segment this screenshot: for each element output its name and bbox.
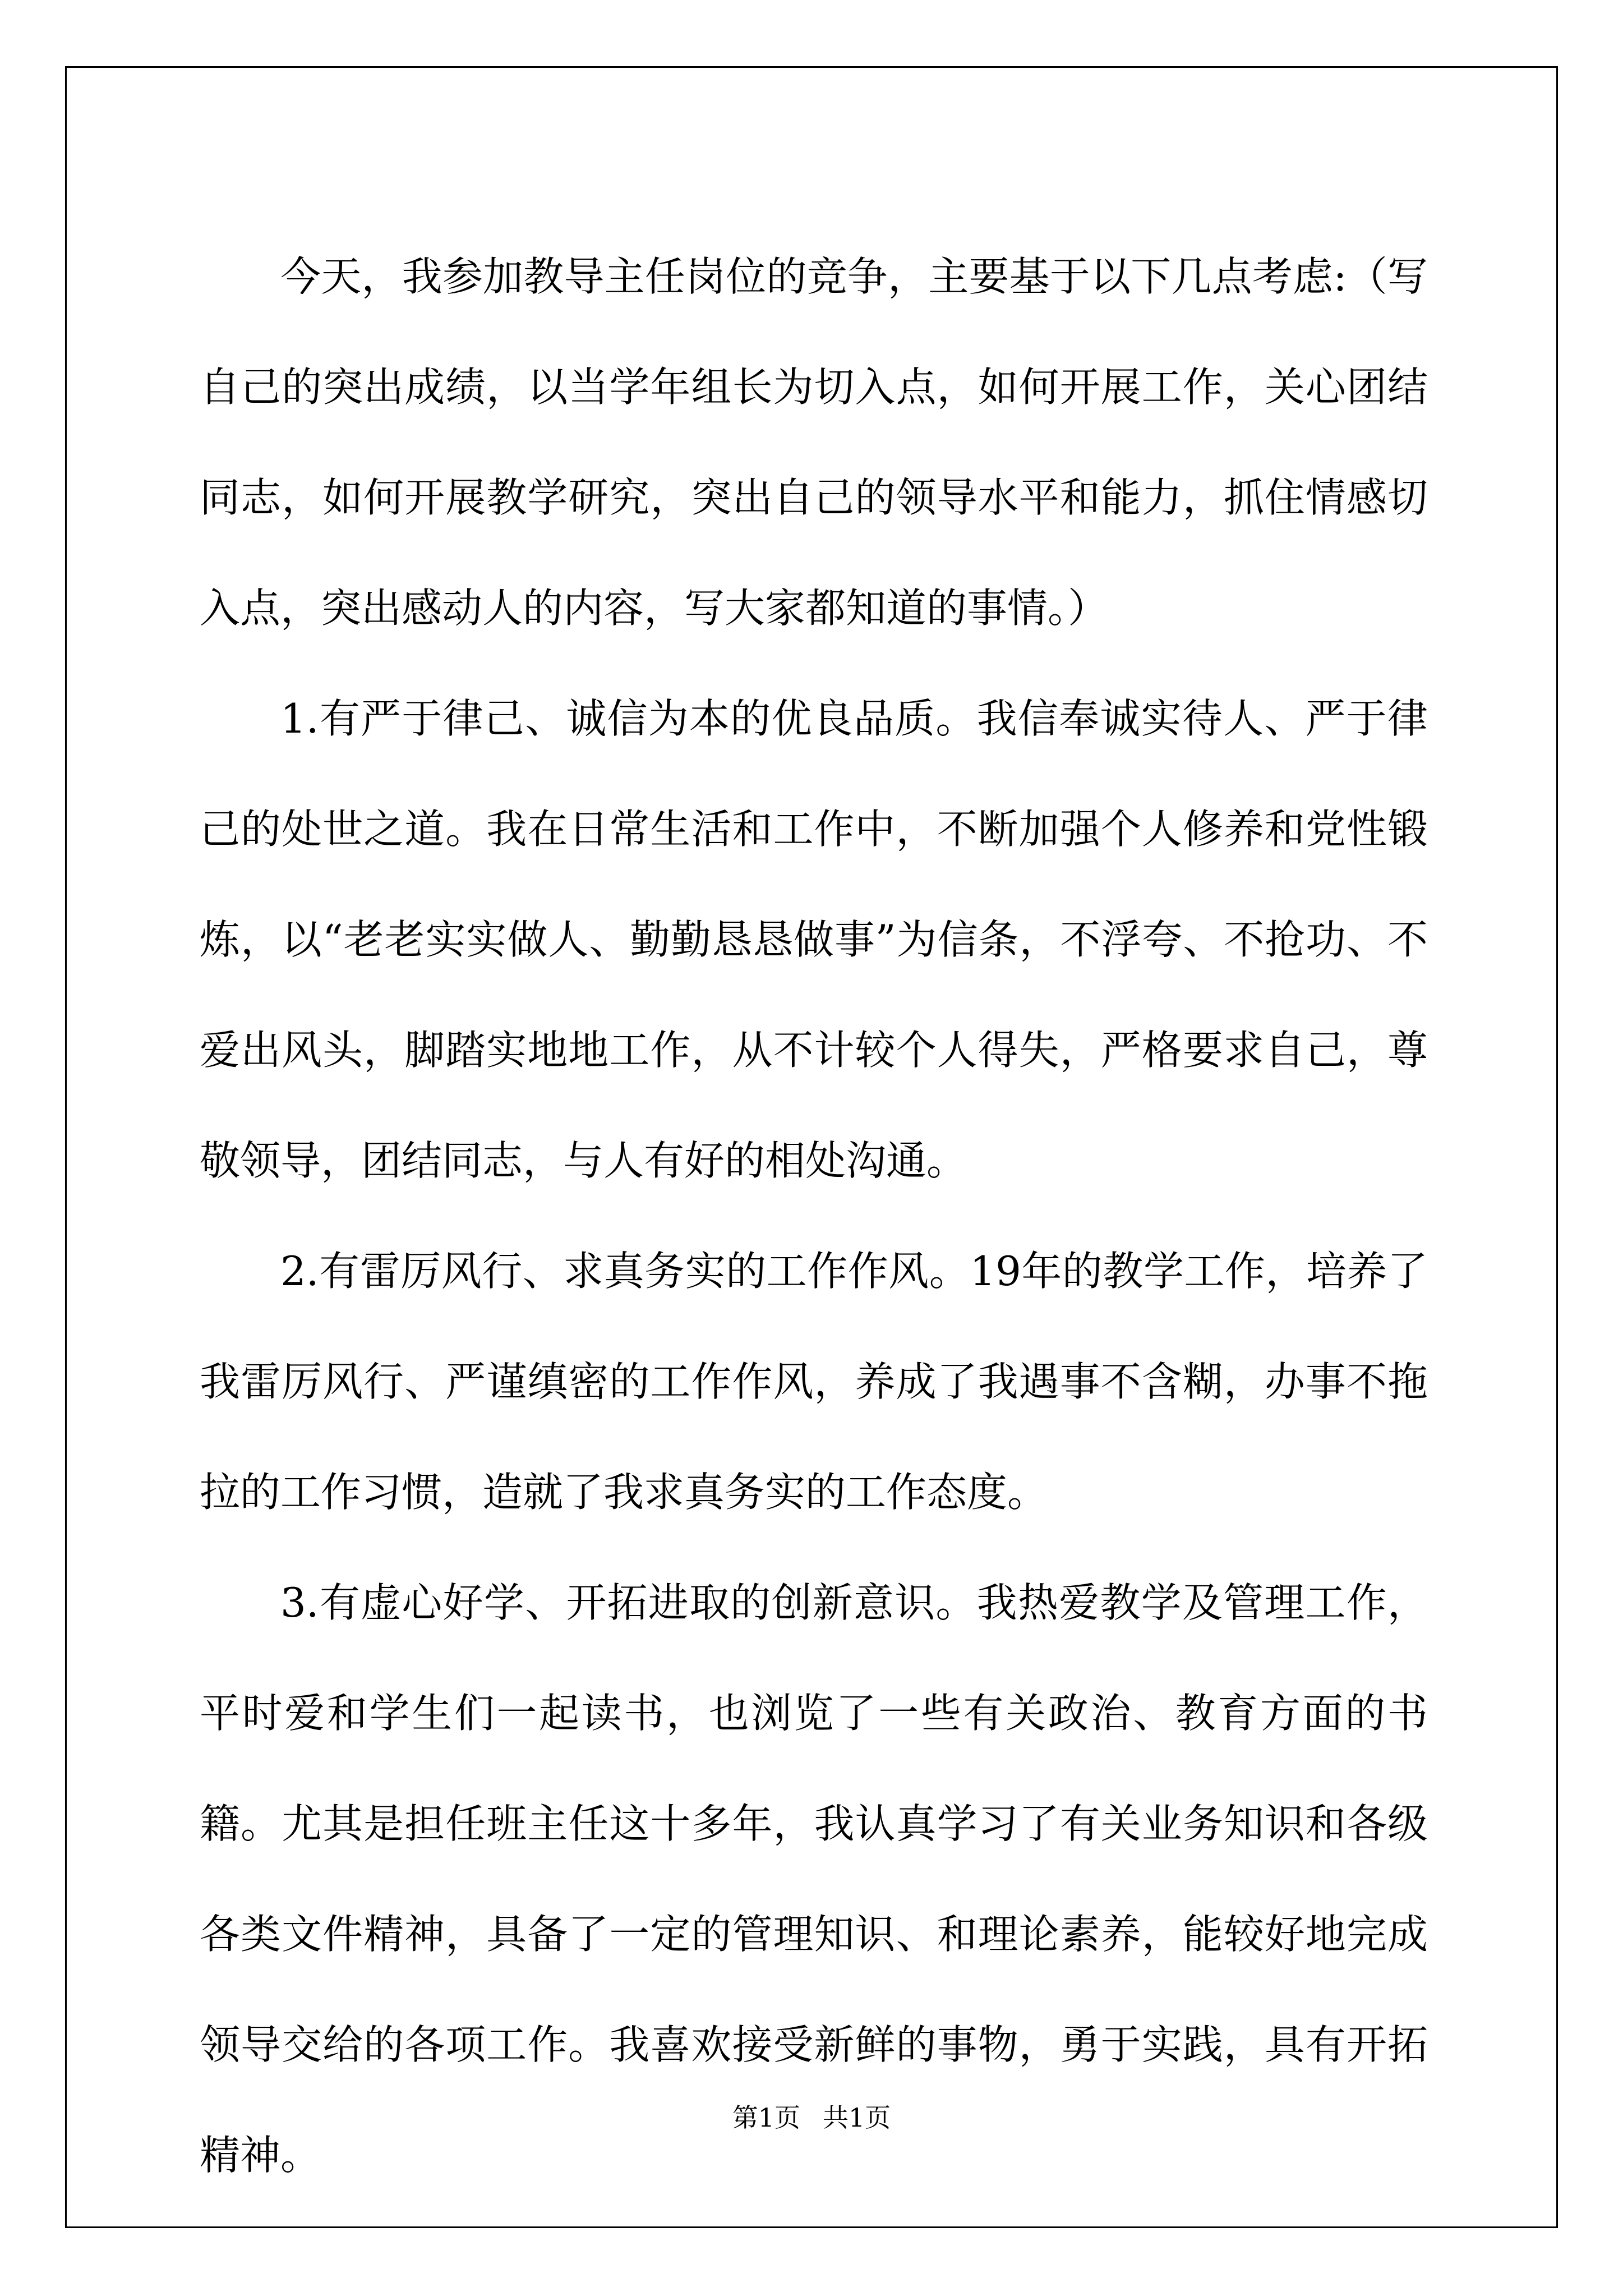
paragraph-point-1: 1.有严于律己、诚信为本的优良品质。我信奉诚实待人、严于律己的处世之道。我在日常生活和工作中，不断加强个人修养和党性锻炼，以“老老实实做人、勤勤恳恳做事”为信条，不浮夸、不抢功、不爱出风头，脚踏实地地工作，从不计较个人得失，严格要求自己，尊敬领导，团结同志，与人有好的相处沟通。 xyxy=(200,695,1428,1184)
paragraph-point-2: 2.有雷厉风行、求真务实的工作作风。19年的教学工作，培养了我雷厉风行、严谨缜密的工作作风，养成了我遇事不含糊，办事不拖拉的工作习惯，造就了我求真务实的工作态度。 xyxy=(200,1248,1428,1516)
page-number: 第1页 xyxy=(732,2102,800,2133)
document-body xyxy=(200,222,1428,2211)
page-footer xyxy=(0,2101,1623,2134)
paragraph-intro: 今天，我参加教导主任岗位的竞争，主要基于以下几点考虑:（写自己的突出成绩，以当学年组长为切入点，如何开展工作，关心团结同志，如何开展教学研究，突出自己的领导水平和能力，抓住情感切入点，突出感动人的内容，写大家都知道的事情。） xyxy=(200,253,1428,632)
page-total: 共1页 xyxy=(823,2102,891,2133)
paragraph-point-3: 3.有虚心好学、开拓进取的创新意识。我热爱教学及管理工作，平时爱和学生们一起读书，也浏览了一些有关政治、教育方面的书籍。尤其是担任班主任这十多年，我认真学习了有关业务知识和各级各类文件精神，具备了一定的管理知识、和理论素养，能较好地完成领导交给的各项工作。我喜欢接受新鲜的事物，勇于实践，具有开拓精神。 xyxy=(200,1579,1428,2179)
